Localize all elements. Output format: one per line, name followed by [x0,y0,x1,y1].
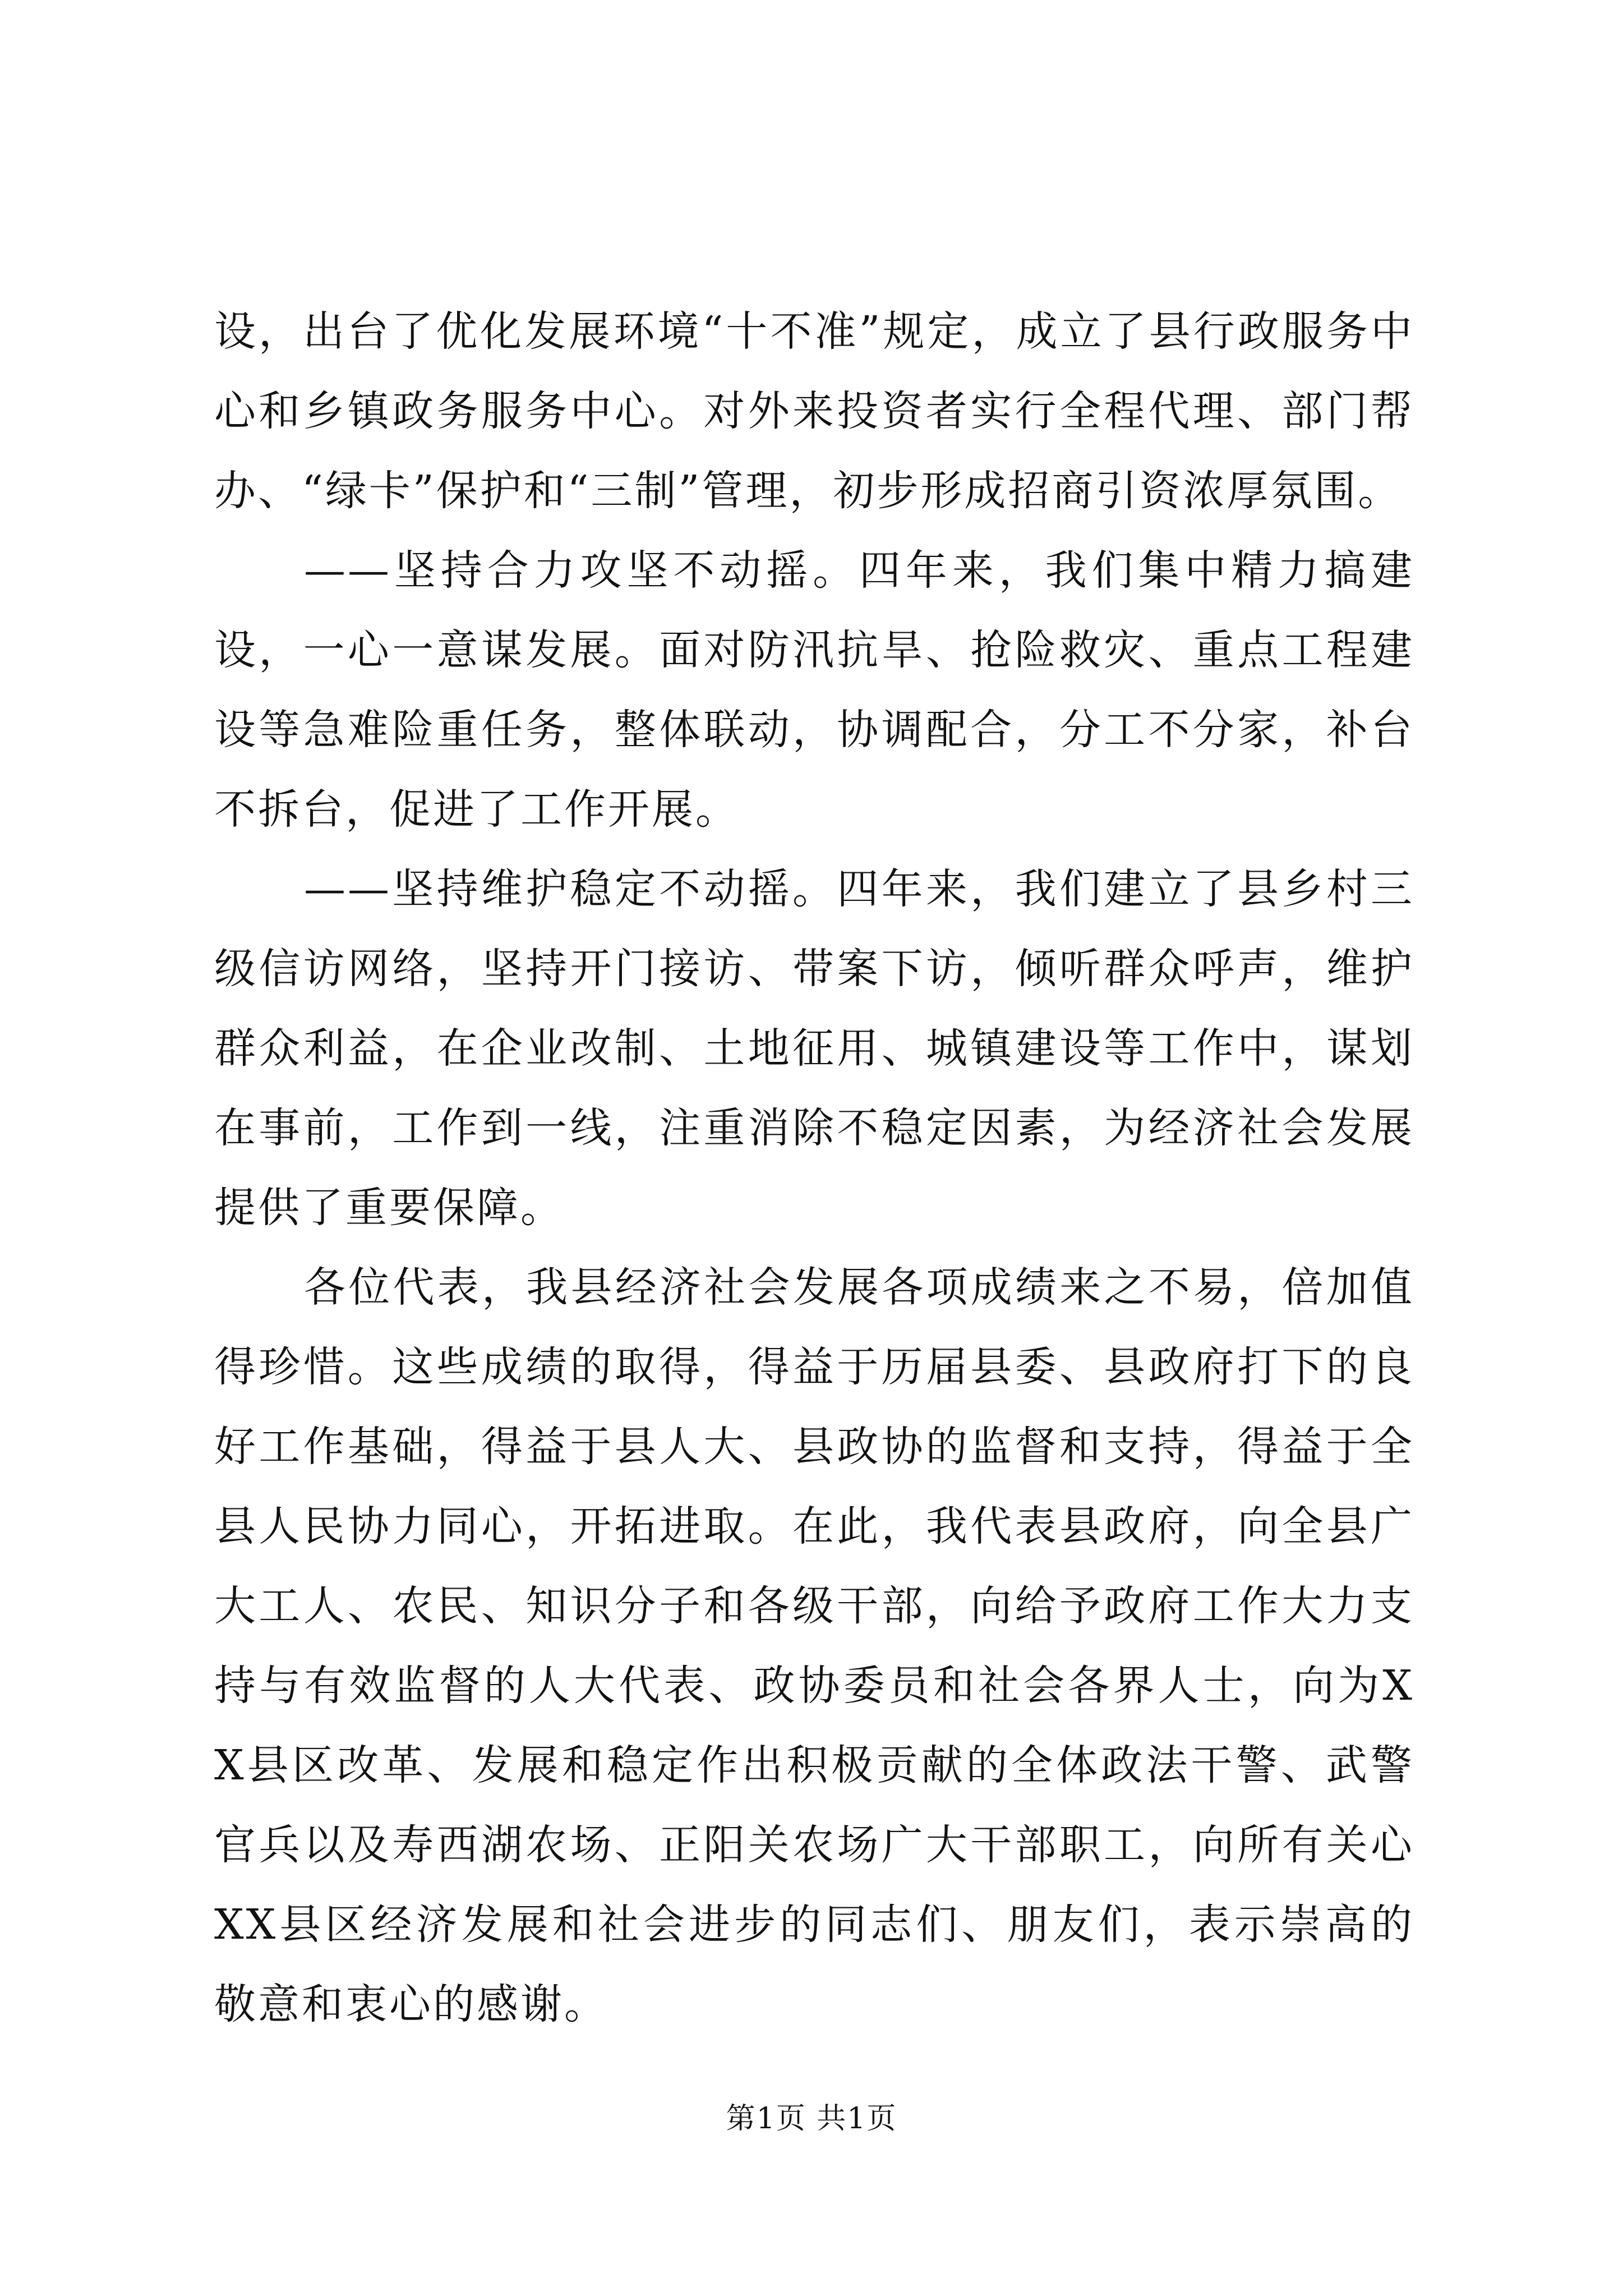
paragraph-acknowledgement: 各位代表，我县经济社会发展各项成绩来之不易，倍加值得珍惜。这些成绩的取得，得益于历届县委、县政府打下的良好工作基础，得益于县人大、县政协的监督和支持，得益于全县人民协力同心，开拓进取。在此，我代表县政府，向全县广大工人、农民、知识分子和各级干部，向给予政府工作大力支持与有效监督的人大代表、政协委员和社会各界人士，向为XX县区改革、发展和稳定作出积极贡献的全体政法干警、武警官兵以及寿西湖农场、正阳关农场广大干部职工，向所有关心XX县区经济发展和社会进步的同志们、朋友们，表示崇高的敬意和衷心的感谢。 [214,1263,1414,2028]
paragraph-continuation: 设，出台了优化发展环境“十不准”规定，成立了县行政服务中心和乡镇政务服务中心。对外来投资者实行全程代理、部门帮办、“绿卡”保护和“三制”管理，初步形成招商引资浓厚氛围。 [214,307,1414,515]
paragraph-joint-effort: ——坚持合力攻坚不动摇。四年来，我们集中精力搞建设，一心一意谋发展。面对防汛抗旱、抢险救灾、重点工程建设等急难险重任务，整体联动，协调配合，分工不分家，补台不拆台，促进了工作开展。 [214,546,1414,834]
page-footer: 第1页 共1页 [726,2102,897,2136]
paragraph-stability: ——坚持维护稳定不动摇。四年来，我们建立了县乡村三级信访网络，坚持开门接访、带案下访，倾听群众呼声，维护群众利益，在企业改制、土地征用、城镇建设等工作中，谋划在事前，工作到一线，注重消除不稳定因素，为经济社会发展提供了重要保障。 [214,865,1414,1232]
document-body [214,292,1414,2044]
